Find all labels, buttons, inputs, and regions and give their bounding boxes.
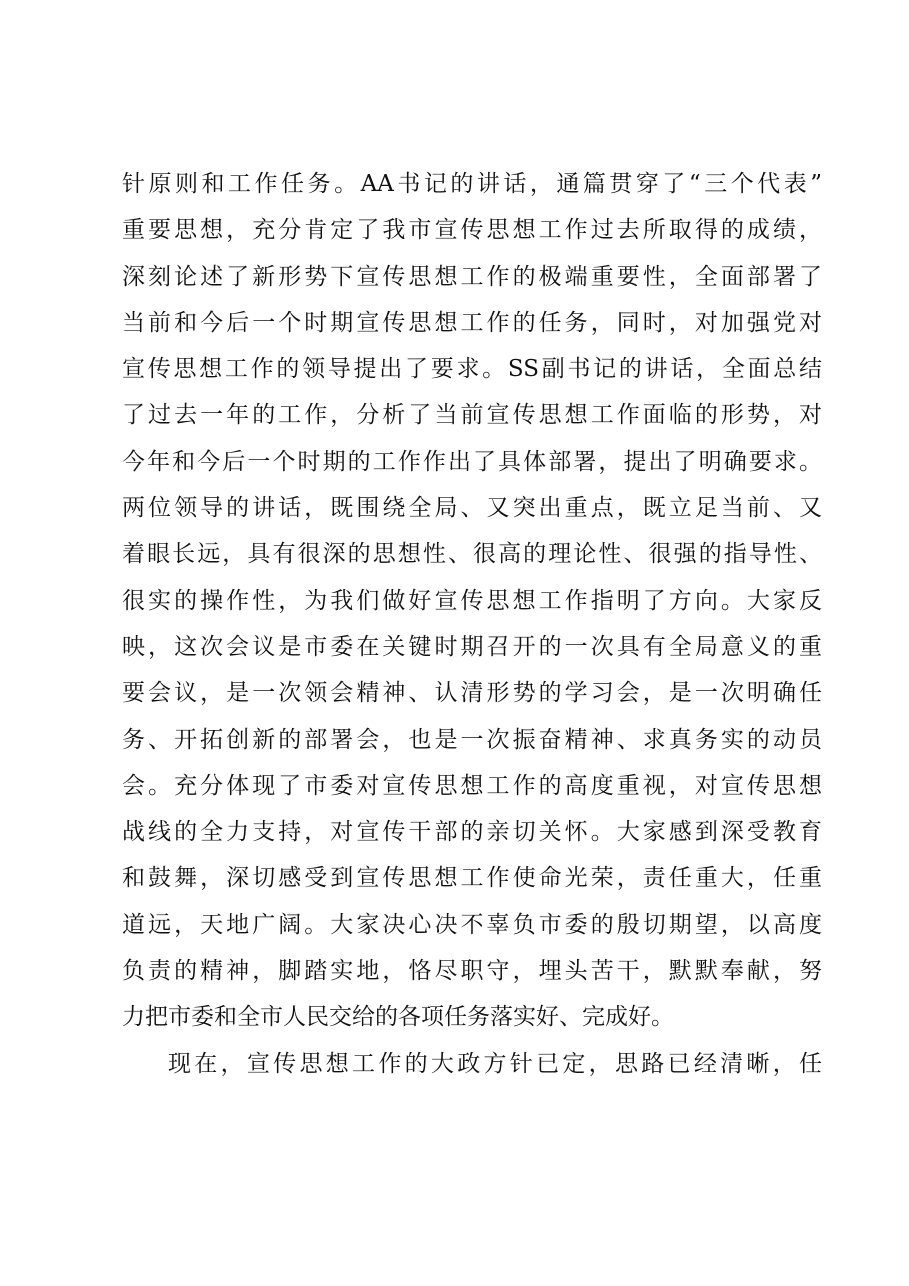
text-line: 着眼长远，具有很深的思想性、很高的理论性、很强的指导性、 xyxy=(122,541,822,568)
text-line: 负责的精神，脚踏实地，恪尽职守，埋头苦干，默默奉献，努 xyxy=(122,958,822,985)
text-line: 力把市委和全市人民交给的各项任务落实好、完成好。 xyxy=(122,1004,674,1031)
text-line: 重要思想，充分肯定了我市宣传思想工作过去所取得的成绩， xyxy=(122,217,822,244)
text-line: 今年和今后一个时期的工作作出了具体部署，提出了明确要求。 xyxy=(122,448,822,475)
text-line: 战线的全力支持，对宣传干部的亲切关怀。大家感到深受教育 xyxy=(122,819,822,846)
text-line: 很实的操作性，为我们做好宣传思想工作指明了方向。大家反 xyxy=(122,587,822,614)
body-text xyxy=(122,161,822,1087)
text-line: 和鼓舞，深切感受到宣传思想工作使命光荣，责任重大，任重 xyxy=(122,865,822,892)
paragraph-start-line: 现在，宣传思想工作的大政方针已定，思路已经清晰，任 xyxy=(168,1050,822,1077)
text-line: 要会议，是一次领会精神、认清形势的学习会，是一次明确任 xyxy=(122,680,822,707)
text-line: 务、开拓创新的部署会，也是一次振奋精神、求真务实的动员 xyxy=(122,726,822,753)
text-line: 会。充分体现了市委对宣传思想工作的高度重视，对宣传思想 xyxy=(122,772,822,799)
text-line: 两位领导的讲话，既围绕全局、又突出重点，既立足当前、又 xyxy=(122,495,822,522)
text-line: 当前和今后一个时期宣传思想工作的任务，同时，对加强党对 xyxy=(122,309,822,336)
text-line: 深刻论述了新形势下宣传思想工作的极端重要性，全面部署了 xyxy=(122,263,822,290)
text-line: 了过去一年的工作，分析了当前宣传思想工作面临的形势，对 xyxy=(122,402,822,429)
text-line: 映，这次会议是市委在关键时期召开的一次具有全局意义的重 xyxy=(122,633,822,660)
text-line: 宣传思想工作的领导提出了要求。SS副书记的讲话，全面总结 xyxy=(122,356,822,383)
text-line: 道远，天地广阔。大家决心决不辜负市委的殷切期望，以高度 xyxy=(122,911,822,938)
text-line: 针原则和工作任务。AA书记的讲话，通篇贯穿了“三个代表” xyxy=(122,171,822,197)
